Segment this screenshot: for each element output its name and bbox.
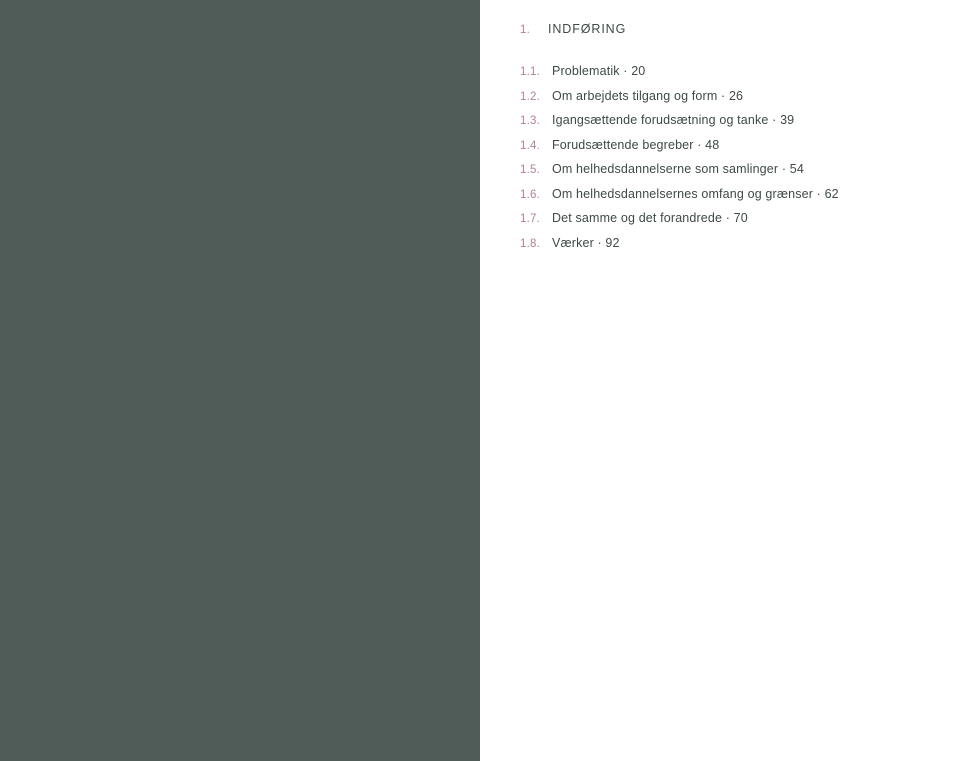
toc-entry-number: 1.2. (520, 90, 540, 103)
toc-entry-number: 1.1. (520, 66, 540, 78)
toc-chapter-heading (520, 22, 930, 36)
toc-entry-label: Værker · 92 (552, 235, 620, 250)
list-item[interactable] (520, 162, 930, 176)
list-item[interactable] (520, 236, 930, 250)
list-item[interactable] (520, 113, 930, 127)
toc-entry-number: 1.8. (520, 237, 540, 250)
toc-entry-label: Om helhedsdannelsernes omfang og grænser · 62 (552, 186, 839, 201)
toc-entry-number: 1.3. (520, 115, 540, 127)
list-item[interactable] (520, 64, 930, 78)
toc-entry-label: Igangsættende forudsætning og tanke · 39 (552, 113, 795, 127)
list-item[interactable] (520, 138, 930, 152)
toc-entry-label: Om arbejdets tilgang og form · 26 (552, 88, 744, 103)
toc-entry-number: 1.6. (520, 188, 540, 201)
toc-entry-number: 1.4. (520, 139, 540, 152)
toc-entry-label: Om helhedsdannelserne som samlinger · 54 (552, 162, 804, 176)
toc-entry-label: Forudsættende begreber · 48 (552, 137, 720, 152)
toc-entry-number: 1.7. (520, 213, 540, 225)
table-of-contents (520, 22, 930, 260)
list-item[interactable] (520, 89, 930, 103)
toc-chapter-title: INDFØRING (548, 22, 627, 36)
toc-entry-label: Problematik · 20 (552, 64, 646, 78)
right-page (480, 0, 960, 761)
list-item[interactable] (520, 211, 930, 225)
list-item[interactable] (520, 187, 930, 201)
toc-entry-label: Det samme og det forandrede · 70 (552, 211, 748, 225)
toc-entry-number: 1.5. (520, 164, 540, 176)
toc-chapter-number: 1. (520, 24, 530, 36)
